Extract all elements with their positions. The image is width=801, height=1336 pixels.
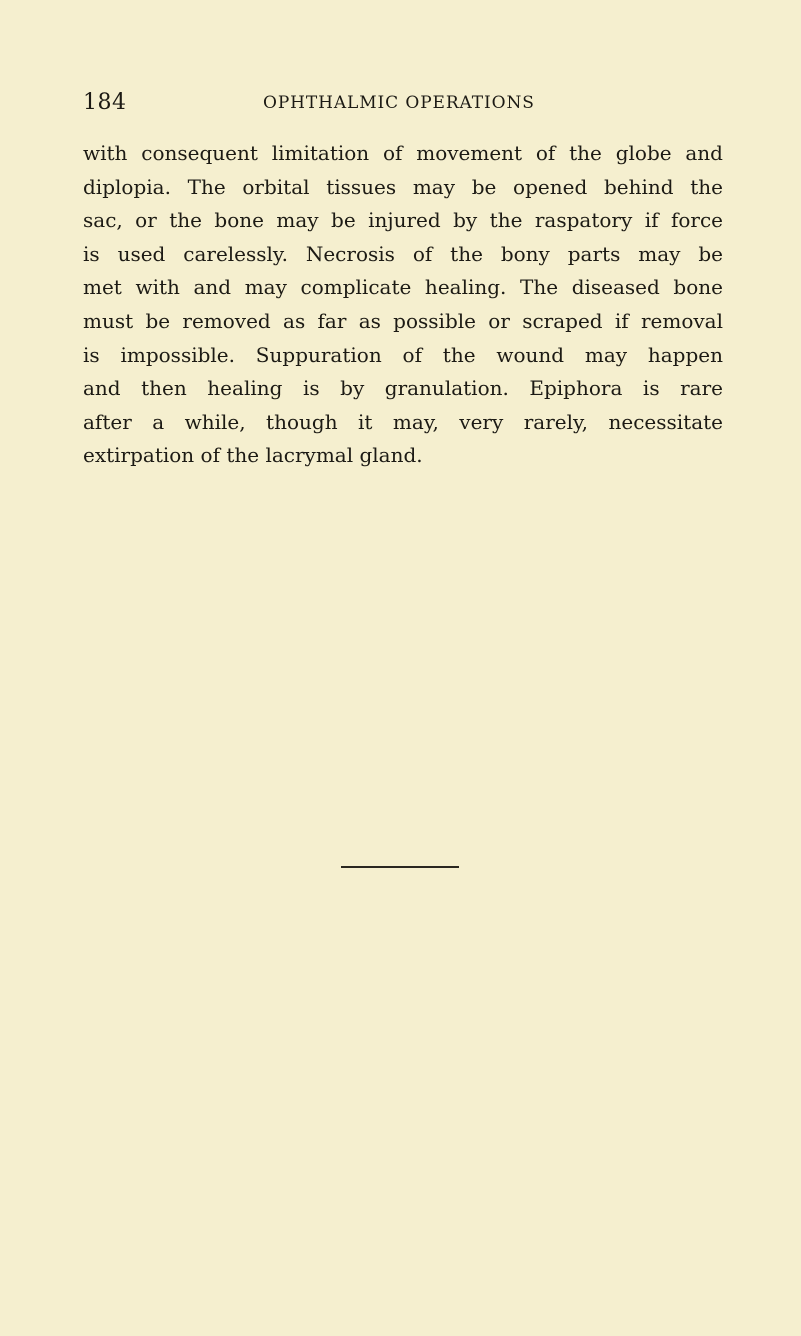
running-title: OPHTHALMIC OPERATIONS [263,93,535,113]
text-line: is impossible. Suppuration of the wound may happen [83,342,723,367]
page-number: 184 [83,90,127,115]
text-line: with consequent limitation of movement of the globe and [83,141,723,165]
text-line: diplopia. The orbital tissues may be opened behind the [83,174,723,199]
text-line: extirpation of the lacrymal gland. [83,443,423,468]
text-line: must be removed as far as possible or scraped if removal [83,308,723,333]
body-paragraph [83,137,723,473]
text-line: is used carelessly. Necrosis of the bony parts may be [83,241,723,266]
running-head [83,88,743,118]
text-line: met with and may complicate healing. The diseased bone [83,275,723,300]
section-end-rule [341,866,459,868]
text-line: and then healing is by granulation. Epiphora is rare [83,376,723,401]
text-line: sac, or the bone may be injured by the raspatory if force [83,208,723,233]
text-line: after a while, though it may, very rarely, necessitate [83,409,723,434]
